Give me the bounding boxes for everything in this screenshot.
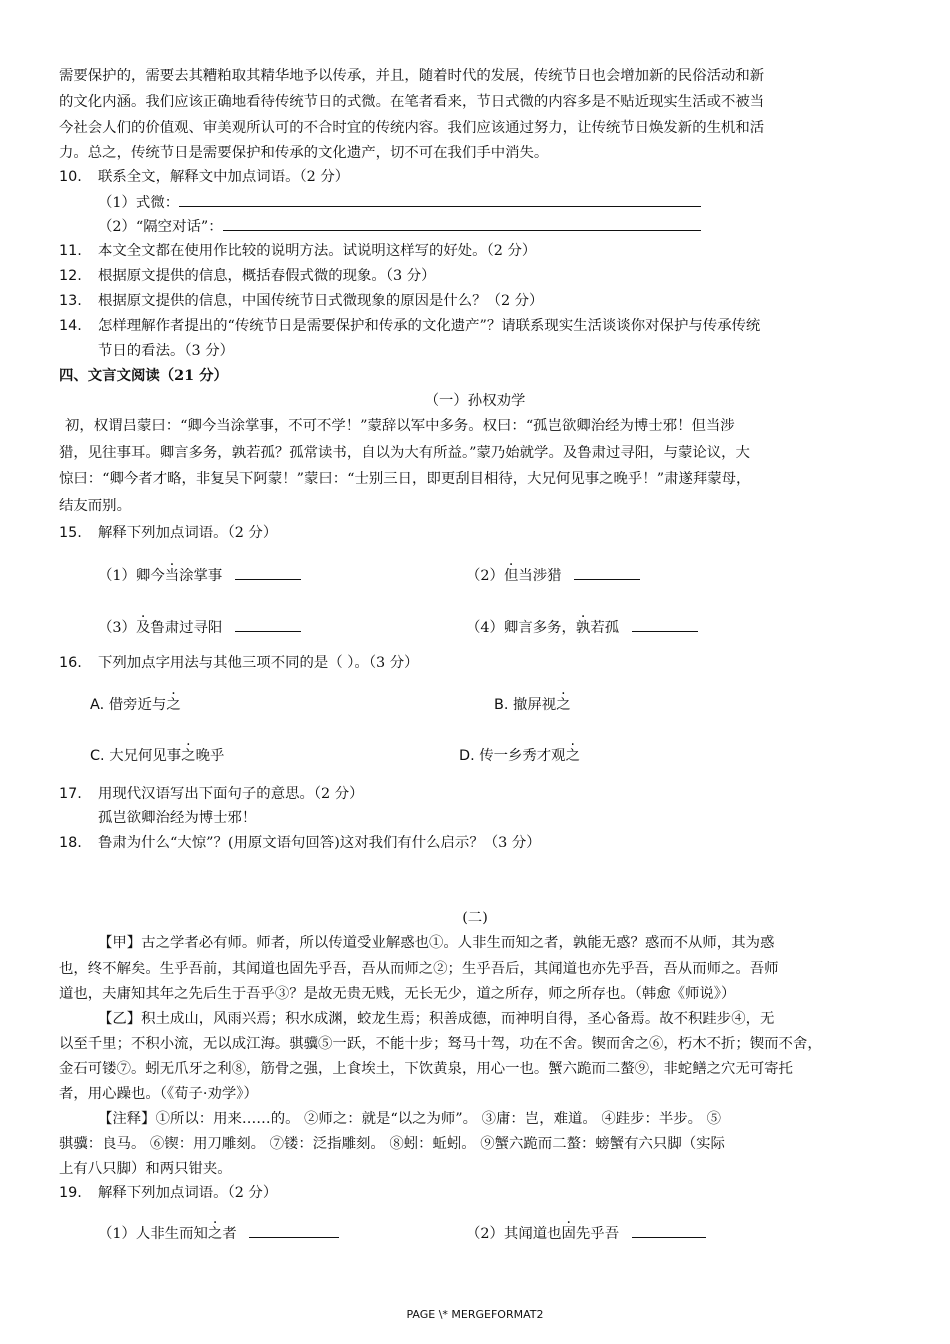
item-text: 鲁肃过寻阳: [150, 620, 223, 636]
page-footer: PAGE \* MERGEFORMAT2: [406, 1308, 544, 1321]
answer-blank[interactable]: [179, 192, 701, 207]
question-17: [59, 784, 364, 804]
dotted-word: 及: [135, 620, 151, 636]
item-text: （4）卿言多务，: [466, 620, 576, 636]
yi-line: 【乙】积土成山，风雨兴焉；积水成渊，蛟龙生焉；积善成德，而神明自得，圣心备焉。故不积跬步④，无: [98, 1011, 775, 1027]
option-d[interactable]: [459, 746, 580, 766]
option-text: C. 大兄何见事: [90, 748, 182, 764]
passage-line: 今社会人们的价值观、审美观所认可的不合时宜的传统内容。我们应该通过努力，让传统节日焕发新的生机和活: [59, 120, 765, 136]
q15-item-3: [98, 617, 301, 638]
question-text: 根据原文提供的信息，中国传统节日式微现象的原因是什么？（2 分）: [98, 293, 544, 309]
classical-text-line: 结友而别。: [59, 498, 131, 514]
passage-line: 需要保护的，需要去其糟粕取其精华地予以传承，并且，随着时代的发展，传统节日也会增加新的民俗活动和新: [59, 68, 765, 84]
question-text: 下列加点字用法与其他三项不同的是（ ）。（3 分）: [98, 655, 419, 671]
option-a[interactable]: [90, 695, 181, 715]
q15-item-2: [466, 565, 640, 586]
question-10-sub-2: [98, 216, 701, 237]
section-heading: 四、文言文阅读（21 分）: [59, 367, 228, 384]
answer-blank[interactable]: [632, 617, 698, 632]
question-10: [59, 167, 349, 187]
answer-blank[interactable]: [249, 1223, 339, 1238]
question-12: [59, 266, 436, 286]
part-title: （一）孙权劝学: [424, 393, 526, 409]
dotted-word: 固: [561, 1226, 576, 1242]
question-number: 16.: [59, 655, 82, 671]
sub-label: （2）“隔空对话”：: [98, 219, 223, 235]
option-b[interactable]: [494, 695, 571, 715]
question-number: 13.: [59, 293, 82, 309]
question-text: 本文全文都在使用作比较的说明方法。试说明这样写的好处。（2 分）: [98, 243, 537, 259]
option-text: 晚乎: [195, 748, 225, 764]
question-number: 15.: [59, 525, 82, 541]
question-text: 解释下列加点词语。（2 分）: [98, 1185, 278, 1201]
question-number: 12.: [59, 268, 82, 284]
dotted-word: 当: [164, 568, 180, 584]
question-text: 用现代汉语写出下面句子的意思。（2 分）: [98, 786, 364, 802]
item-text: 先乎吾: [575, 1226, 620, 1242]
passage-line: 的文化内涵。我们应该正确地看待传统节日的式微。在笔者看来，节日式微的内容多是不贴近现实生活或不被当: [59, 94, 765, 110]
option-text: B. 撤屏视: [494, 697, 557, 713]
part-title: (二): [462, 910, 488, 926]
dotted-word: 之: [565, 748, 580, 764]
question-number: 11.: [59, 243, 82, 259]
answer-blank[interactable]: [223, 216, 701, 231]
question-15: [59, 523, 277, 543]
q15-item-1: [98, 565, 301, 586]
dotted-word: 之: [556, 697, 571, 713]
q15-item-4: [466, 617, 698, 638]
question-16: [59, 653, 419, 673]
answer-blank[interactable]: [574, 565, 640, 580]
option-text: D. 传一乡秀才观: [459, 748, 566, 764]
item-text: 涂掌事: [179, 568, 223, 584]
question-text: 根据原文提供的信息，概括春假式微的现象。（3 分）: [98, 268, 436, 284]
question-text: 联系全文，解释文中加点词语。（2 分）: [98, 169, 350, 185]
question-text: 解释下列加点词语。（2 分）: [98, 525, 278, 541]
dotted-word: 孰: [575, 620, 591, 636]
classical-text-line: 初，权谓吕蒙曰：“卿今当涂掌事，不可不学！”蒙辞以军中多务。权曰：“孤岂欲卿治经为博士邪！但当涉: [65, 418, 735, 434]
note-line: 骐骥：良马。 ⑥锲：用刀雕刻。 ⑦镂：泛指雕刻。 ⑧蚓：蚯蚓。 ⑨蟹六跪而二螯：螃蟹有六只脚（实际: [59, 1136, 725, 1152]
yi-line: 以至千里；不积小流，无以成江海。骐骥⑤一跃，不能十步；驽马十驾，功在不舍。锲而舍之⑥，朽木不折；锲而不舍，: [59, 1036, 822, 1052]
question-10-sub-1: [98, 192, 701, 213]
note-line: 【注释】①所以：用来……的。 ②师之：就是“以之为师”。 ③庸：岂，难道。 ④跬步：半步。 ⑤: [98, 1111, 722, 1127]
jia-line: 【甲】古之学者必有师。师者，所以传道受业解惑也①。人非生而知之者，孰能无惑？惑而不从师，其为惑: [98, 935, 775, 951]
item-text: （1）卿今: [98, 568, 165, 584]
question-13: [59, 291, 543, 311]
classical-text-line: 猎，见往事耳。卿言多务，孰若孤？孤常读书，自以为大有所益。”蒙乃始就学。及鲁肃过寻阳，与蒙论议，大: [59, 445, 750, 461]
classical-text-line: 惊曰：“卿今者才略，非复吴下阿蒙！”蒙曰：“士别三日，即更刮目相待，大兄何见事之晚乎！”肃遂拜蒙母，: [59, 471, 751, 487]
item-text: 若孤: [590, 620, 620, 636]
q19-item-2: [466, 1223, 706, 1244]
answer-blank[interactable]: [235, 565, 301, 580]
item-text: 当涉猎: [518, 568, 562, 584]
jia-line: 也，终不解矣。生乎吾前，其闻道也固先乎吾，吾从而师之②；生乎吾后，其闻道也亦先乎吾，吾从而师之。吾师: [59, 961, 779, 977]
question-number: 17.: [59, 786, 82, 802]
item-text: （3）: [98, 620, 136, 636]
dotted-word: 之: [166, 697, 181, 713]
note-line: 上有八只脚）和两只钳夹。: [59, 1161, 232, 1177]
item-text: （1）人非生而知: [98, 1226, 208, 1242]
passage-line: 力。总之，传统节日是需要保护和传承的文化遗产，切不可在我们手中消失。: [59, 145, 549, 161]
question-number: 19.: [59, 1185, 82, 1201]
dotted-word: 之: [207, 1226, 223, 1242]
question-19: [59, 1183, 277, 1203]
answer-blank[interactable]: [235, 617, 301, 632]
question-14: [59, 316, 760, 336]
option-text: A. 借旁近与: [90, 697, 167, 713]
question-17-sentence: 孤岂欲卿治经为博士邪！: [98, 810, 257, 826]
question-18: [59, 833, 541, 853]
item-text: 者: [222, 1226, 237, 1242]
yi-line: 金石可镂⑦。蚓无爪牙之利⑧，筋骨之强，上食埃土，下饮黄泉，用心一也。蟹六跪而二螯⑨，非蛇鳝之穴无可寄托: [59, 1061, 793, 1077]
dotted-word: 之: [181, 748, 196, 764]
q19-item-1: [98, 1223, 339, 1244]
yi-line: 者，用心躁也。（《荀子·劝学》）: [59, 1086, 258, 1102]
item-text: （2）其闻道也: [466, 1226, 562, 1242]
question-number: 10.: [59, 169, 82, 185]
sub-label: （1）式微：: [98, 195, 180, 211]
item-text: （2）: [466, 568, 504, 584]
jia-line: 道也，夫庸知其年之先后生于吾乎③？是故无贵无贱，无长无少，道之所存，师之所存也。（韩愈《师说》）: [59, 986, 736, 1002]
option-c[interactable]: [90, 746, 224, 766]
question-number: 18.: [59, 835, 82, 851]
question-11: [59, 241, 536, 261]
dotted-word: 但: [503, 568, 519, 584]
answer-blank[interactable]: [632, 1223, 706, 1238]
question-14-cont: 节日的看法。（3 分）: [98, 343, 235, 359]
question-text: 鲁肃为什么“大惊”？(用原文语句回答)这对我们有什么启示？（3 分）: [98, 835, 541, 851]
question-number: 14.: [59, 318, 82, 334]
question-text: 怎样理解作者提出的“传统节日是需要保护和传承的文化遗产”？请联系现实生活谈谈你对保护与传承传统: [98, 318, 761, 334]
